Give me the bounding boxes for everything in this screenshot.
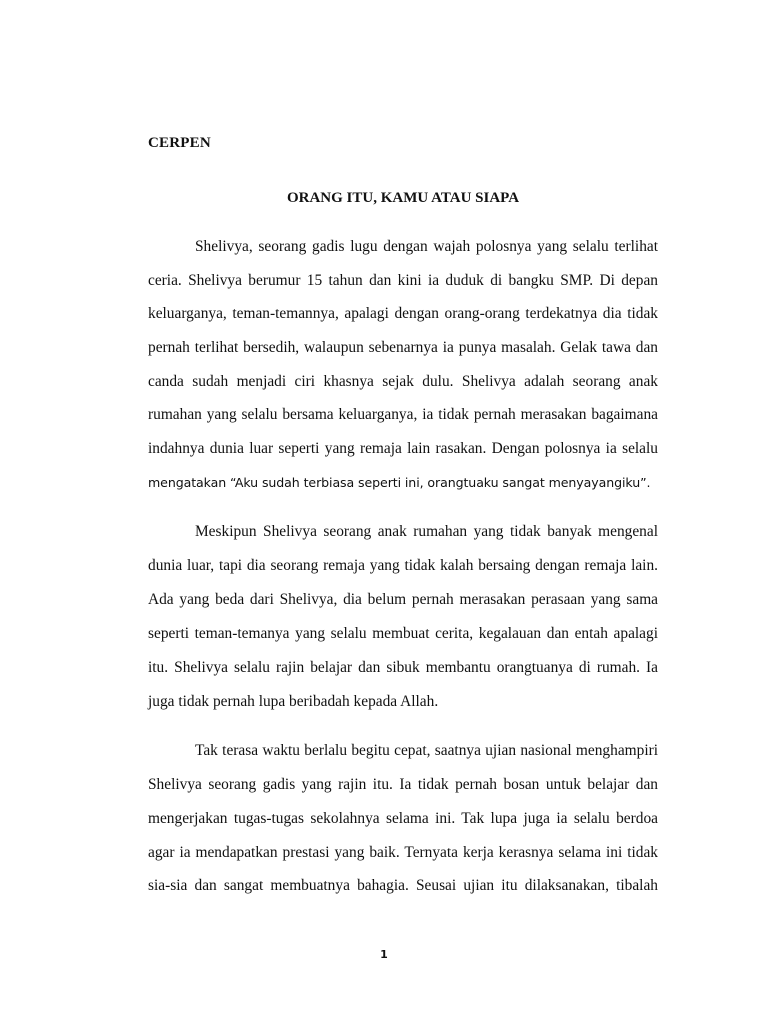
paragraph-line: keluarganya, teman-temannya, apalagi dengan orang-orang terdekatnya dia tidak <box>148 305 658 322</box>
paragraph-line: ceria. Shelivya berumur 15 tahun dan kini ia duduk di bangku SMP. Di depan <box>148 272 658 289</box>
paragraph-line: dunia luar, tapi dia seorang remaja yang tidak kalah bersaing dengan remaja lain. <box>148 557 658 574</box>
paragraph-line: mengatakan “Aku sudah terbiasa seperti ini, orangtuaku sangat menyayangiku”. <box>148 475 651 490</box>
paragraph-line: indahnya dunia luar seperti yang remaja lain rasakan. Dengan polosnya ia selalu <box>148 440 658 457</box>
paragraph-line: sia-sia dan sangat membuatnya bahagia. Seusai ujian itu dilaksanakan, tibalah <box>148 877 658 894</box>
paragraph-line: rumahan yang selalu bersama keluarganya, ia tidak pernah merasakan bagaimana <box>148 406 658 423</box>
document-heading: CERPEN <box>148 135 211 151</box>
paragraph-line: itu. Shelivya selalu rajin belajar dan sibuk membantu orangtuanya di rumah. Ia <box>148 659 658 676</box>
paragraph-line: pernah terlihat bersedih, walaupun sebenarnya ia punya masalah. Gelak tawa dan <box>148 339 658 356</box>
paragraph-line: Shelivya, seorang gadis lugu dengan wajah polosnya yang selalu terlihat <box>195 238 658 255</box>
paragraph-line: agar ia mendapatkan prestasi yang baik. Ternyata kerja kerasnya selama ini tidak <box>148 844 658 861</box>
page-number: 1 <box>380 948 388 961</box>
paragraph-line: mengerjakan tugas-tugas sekolahnya selama ini. Tak lupa juga ia selalu berdoa <box>148 810 658 827</box>
paragraph-line: seperti teman-temanya yang selalu membuat cerita, kegalauan dan entah apalagi <box>148 625 658 642</box>
paragraph-line: Ada yang beda dari Shelivya, dia belum pernah merasakan perasaan yang sama <box>148 591 658 608</box>
paragraph-line: juga tidak pernah lupa beribadah kepada Allah. <box>148 693 439 710</box>
paragraph-line: Shelivya seorang gadis yang rajin itu. Ia tidak pernah bosan untuk belajar dan <box>148 776 658 793</box>
paragraph-line: Tak terasa waktu berlalu begitu cepat, saatnya ujian nasional menghampiri <box>195 742 658 759</box>
story-title: ORANG ITU, KAMU ATAU SIAPA <box>286 190 520 206</box>
paragraph-line: canda sudah menjadi ciri khasnya sejak dulu. Shelivya adalah seorang anak <box>148 373 658 390</box>
paragraph-line: Meskipun Shelivya seorang anak rumahan yang tidak banyak mengenal <box>195 523 658 540</box>
